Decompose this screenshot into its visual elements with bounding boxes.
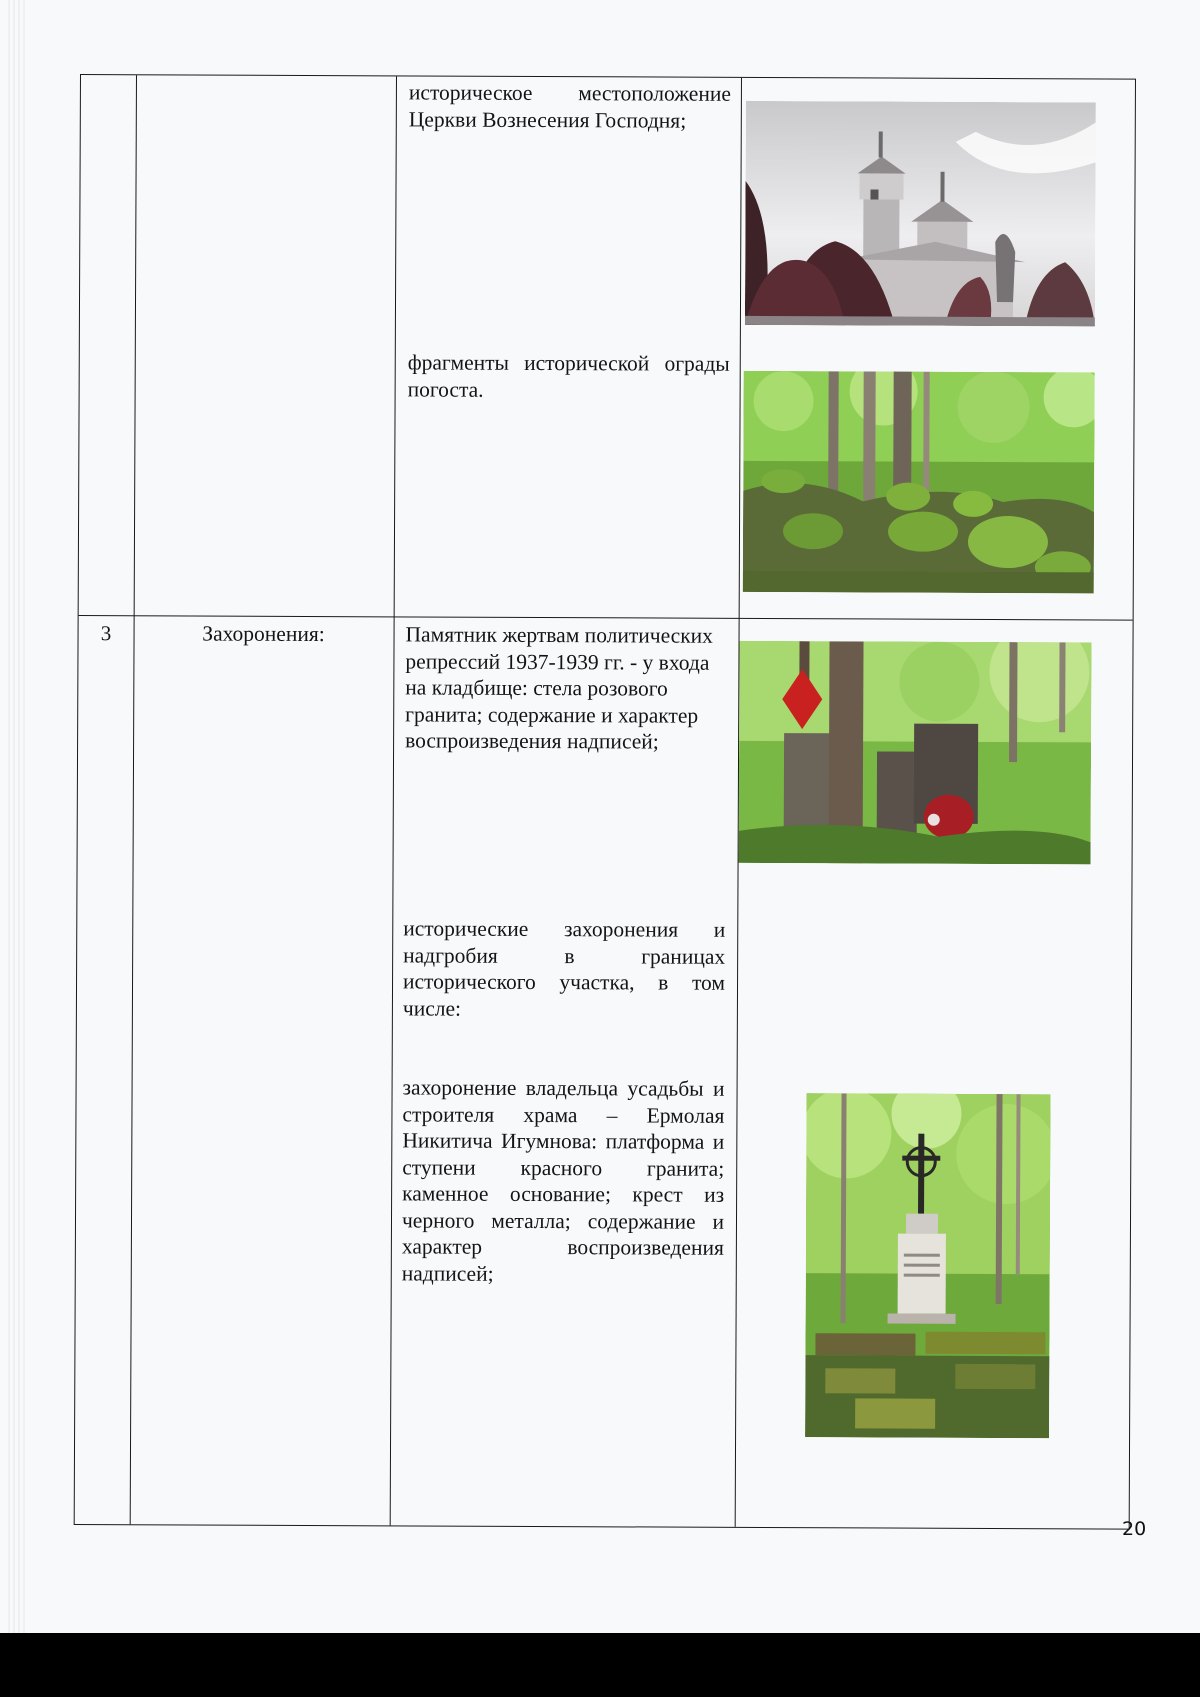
item-historic-burials: исторические захоронения и надгробия в границах исторического участка, в том числе: [402,916,726,1021]
column-divider [130,75,137,1524]
stone-fence-photo [743,371,1095,594]
row-category: Захоронения: [202,621,325,647]
item-church-location: историческое местоположение Церкви Вознесения Господня; [408,80,731,133]
scan-edge [8,0,26,1633]
grave-cross-photo [805,1093,1050,1438]
column-divider [390,76,397,1525]
item-fence-fragments: фрагменты исторической ограды погоста. [407,350,730,402]
memorial-stele-photo [739,641,1092,865]
item-memorial-stele: Памятник жертвам политических репрессий 1937-1939 гг. - у входа на кладбище: стела розового гранита; содержание и характер воспроизведения надписей; [405,622,714,754]
church-photo [745,101,1096,327]
item-igumnov-grave: захоронение владельца усадьбы и строителя храма – Ермолая Никитича Игумнова: платформа и ступени красного гранита; каменное основание; крест из черного металла; содержание и характер воспроизведения надписей; [401,1075,725,1286]
row-number: 3 [100,621,112,646]
page-number: 20 [1122,1518,1147,1540]
protected-elements-table [74,74,1136,1530]
